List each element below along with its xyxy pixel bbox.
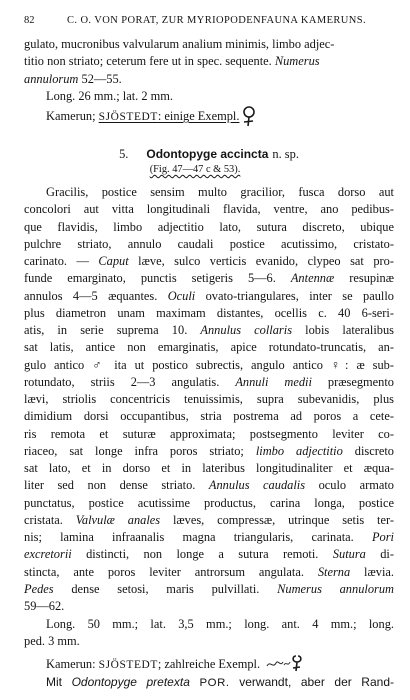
closing-remark [24,674,394,692]
species-status: n. sp. [272,147,299,161]
description-line: sat latis, antice non emarginatis, apice rotundato-truncatis, an- [24,340,394,355]
description-line: liter sed non dense striato. Annulus caudalis oculo armato [24,478,395,493]
locality [24,653,394,674]
description-line: punctatus, postice acutissime productus, carina longa, postice [24,495,394,510]
description-line: excretorii distincti, non longe a sutura remoti. Sutura di- [24,547,394,562]
locality-line: Kamerun; SJÖSTEDT: einige Exempl. [24,105,394,127]
measurements [24,616,394,651]
description-line: rotundato, striis 2—3 angulatis. Annuli medii præsegmento [24,374,395,389]
text-line: Mit Odontopyge pretexta POR. verwandt, aber der Rand- [46,675,394,689]
species-name: Odontopyge accincta [146,147,269,161]
female-symbol-annotation [241,105,257,127]
genus-reference: Odontopyge pretexta [71,675,190,689]
figure-reference: (Fig. 47—47 c & 53). [149,164,241,175]
measurement-line: ped. 3 mm. [24,634,80,649]
description-line: cristata. Valvulæ anales læves, compressæ, utrinque setis ter- [24,512,394,527]
description-line: Gracilis, postice sensim multo gracilior, fusca dorso aut [46,185,394,199]
description-line: carinato. — Caput læve, sulco verticis evanido, clypeo sat pro- [24,254,394,268]
species-heading [24,146,394,178]
numerus-label: Numerus [274,54,320,69]
description-line: stincta, ante poros leviter antrorsum angulata. Sterna lævia. [24,564,395,579]
description-line: nis; lamina infraanalis magna triangularis, carinata. Pori [24,530,394,544]
description-line: que flavidis, limbo adjectitio lato, sutura discreto, ubique [24,219,394,234]
text-line: gulato, mucronibus valvularum analium minimis, limbo adjec- [24,37,335,51]
description-line: plus diametron unam maximam distantes, ocellis c. 40 6-seri- [24,305,394,320]
species-description [24,184,394,615]
description-line: riaceo, sat longe infra poros striato; limbo adjectitio discreto [24,443,395,458]
description-line: concolori aut vitta longitudinali flavida, ventre, ano pedibus- [24,202,394,217]
locality-line: Kamerun: SJÖSTEDT; zahlreiche Exempl. [24,653,394,674]
text-line: titio non striato; ceterum fere ut in spec. sequente. Numerus [24,54,320,69]
description-line: Pedes dense setosi, maris pulvillati. Numerus annulorum [24,581,394,596]
measurement-line: Long. 26 mm.; lat. 2 mm. [46,88,173,103]
description-line: pulchre striato, annulo caudali postice acutissimo, cristato- [24,236,394,251]
description-line: 59—62. [24,599,65,613]
description-line: annulos 4—5 æquantes. Oculi ovato-triangulares, inter se paullo [24,288,394,303]
description-line: lævi, striolis concentricis tenuissimis, supra subevanidis, plus [24,392,394,406]
description-line: gulo antico ♂ ita ut postico subrectis, angulo antico ♀: æ sub- [24,357,394,372]
page-number: 82 [24,15,35,26]
description-line: ris remota et suturæ approximata; postsegmento leviter co- [24,426,394,441]
species-number: 5. [119,147,129,161]
running-title: C. O. VON PORAT, ZUR MYRIOPODENFAUNA KAMERUNS. [67,15,367,26]
collector-name: SJÖSTEDT [98,111,158,123]
description-line: dimidium dorsi occupantibus, stria postrema ad poros a cete- [24,409,394,424]
description-line: sat lato, et in dorso et in lateribus longitudinaliter et æqua- [24,461,394,475]
text-line: annulorum 52—55. [24,71,122,86]
description-line: funde emarginato, punctis setigeris 5—6. Antennæ resupinæ [24,271,394,286]
measurement-line: Long. 50 mm.; lat. 3,5 mm.; long. ant. 4 mm.; long. [46,617,394,631]
description-line: atis, in serie suprema 10. Annulus collaris lobis lateralibus [24,323,394,337]
previous-species-tail [24,36,394,127]
handwritten-annotation [264,653,312,673]
collector-name: SJÖSTEDT [98,659,158,671]
